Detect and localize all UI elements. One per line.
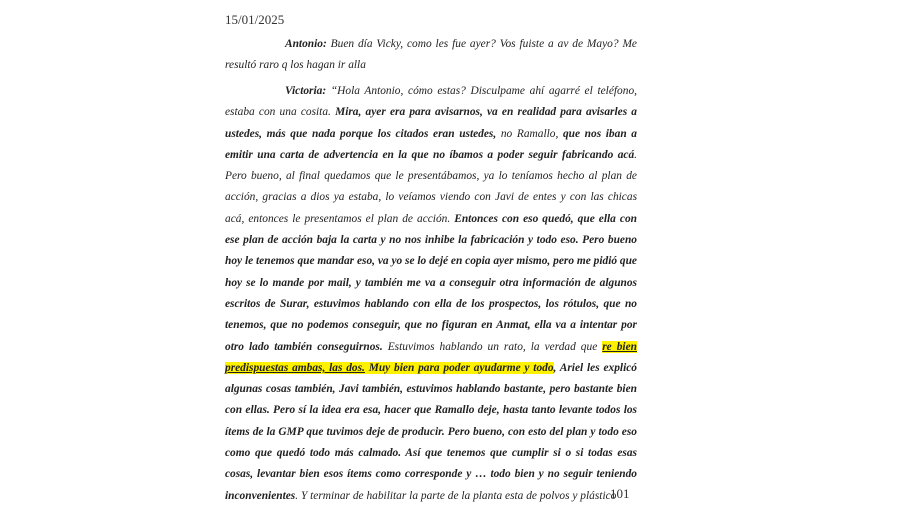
speaker-antonio: Antonio: <box>285 38 327 50</box>
victoria-bold-3: Entonces con eso quedó, que ella con ese plan de acción baja la carta y no nos inhibe la fabricación y todo eso. Pero bueno hoy le tenemos que mandar eso, va yo se lo dejé en copia ayer mismo, pero me pidió que hoy se lo mande por mail, y también me va a conseguir otra información de algunos escritos de Surar, estuvimos hablando con ella de los prospectos, los rótulos, que no tenemos, que no podemos conseguir, que no figuran en Anmat, ella va a intentar por otro lado también conseguirnos. <box>225 212 637 353</box>
page-number: 101 <box>610 486 630 501</box>
victoria-bold-2: que nos iban a emitir una carta de advertencia en la que no íbamos a poder seguir fabricando acá <box>225 127 637 161</box>
victoria-text-2: no Ramallo, <box>496 127 563 140</box>
victoria-bold-1: Mira, ayer era para avisarnos, va en realidad para avisarles a ustedes, más que nada porque los citados eran ustedes, <box>225 106 638 140</box>
victoria-text-5: . Y terminar de habilitar la parte de la planta esta de polvos y plástico <box>295 489 617 502</box>
victoria-bold-5: . Pero sí la idea era esa, hacer que Ramallo deje, hasta tanto levante todos los ítems de la GMP que tuvimos deje de producir. Pero bueno, con esto del plan y todo eso como que quedó todo más calmado. Así que tenemos que cumplir si o si todas esas cosas, levantar bien esos ítems como corresponde y … todo bien y no seguir teniendo inconvenientes <box>225 404 637 502</box>
highlighted-underlined-text: re bien predispuestas ambas, las dos. <box>225 340 637 374</box>
victoria-text-4: Estuvimos hablando un rato, la verdad que <box>382 340 603 353</box>
paragraph-antonio <box>225 34 637 77</box>
victoria-text-3: . Pero bueno, al final quedamos que le presentábamos, ya lo teníamos hecho al plan de acción, gracias a dios ya estaba, lo veíamos viendo con Javi de entes y con las chicas acá, entonces le presentamos el plan de acción. <box>225 148 637 225</box>
antonio-message: Buen día Vicky, como les fue ayer? Vos fuiste a av de Mayo? Me resultó raro q los hagan ir alla <box>225 38 637 72</box>
highlighted-text: Muy bien para poder ayudarme y todo <box>364 361 554 374</box>
paragraph-victoria <box>225 81 637 507</box>
victoria-bold-4: , Ariel les explicó algunas cosas también, Javi también, estuvimos hablando bastante, pero bastante bien con ellas <box>225 361 637 417</box>
speaker-victoria: Victoria: <box>285 85 327 97</box>
document-date: 15/01/2025 <box>225 12 285 27</box>
victoria-text-1: “Hola Antonio, cómo estas? Disculpame ahí agarré el teléfono, estaba con una cosita. <box>225 85 637 119</box>
